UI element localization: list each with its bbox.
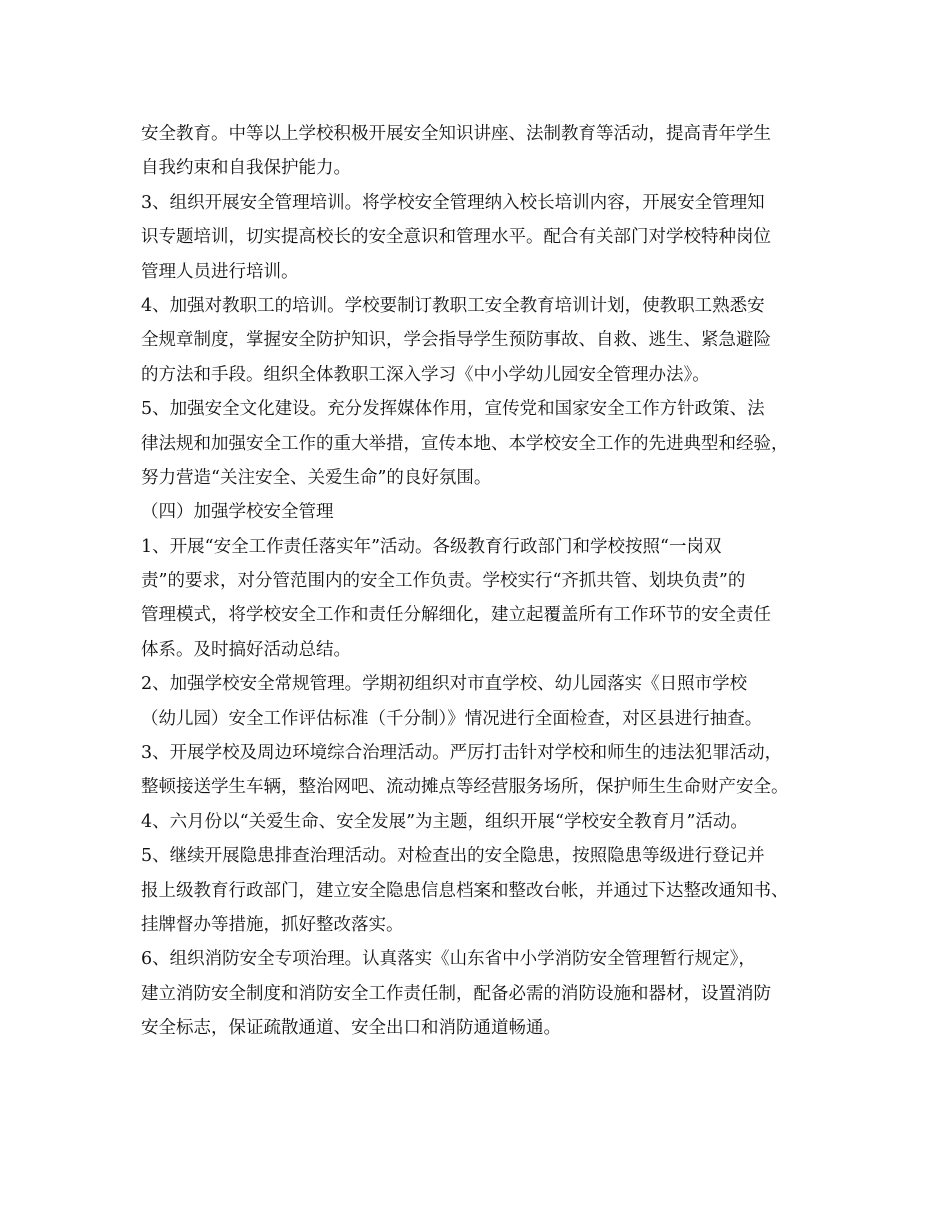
text-line: 1、开展“安全工作责任落实年”活动。各级教育行政部门和学校按照“一岗双 [141,536,722,557]
text-line: 挂牌督办等措施，抓好整改落实。 [141,914,404,935]
text-line: 5、继续开展隐患排查治理活动。对检查出的安全隐患，按照隐患等级进行登记并 [141,846,765,867]
section-heading: （四）加强学校安全管理 [141,502,334,523]
text-line: 5、加强安全文化建设。充分发挥媒体作用，宣传党和国家安全工作方针政策、法 [141,399,765,420]
text-line: 体系。及时搞好活动总结。 [141,639,351,660]
text-line: 4、六月份以“关爱生命、安全发展”为主题，组织开展“学校安全教育月”活动。 [141,811,748,832]
text-line: 6、组织消防安全专项治理。认真落实《山东省中小学消防安全管理暂行规定》， [141,949,756,970]
text-line: 责”的要求，对分管范围内的安全工作负责。学校实行“齐抓共管、划块负责”的 [141,571,746,592]
text-line: 管理模式，将学校安全工作和责任分解细化，建立起覆盖所有工作环节的安全责任 [141,605,771,626]
text-line: 律法规和加强安全工作的重大举措，宣传本地、本学校安全工作的先进典型和经验， [141,433,789,454]
text-line: 报上级教育行政部门，建立安全隐患信息档案和整改台帐，并通过下达整改通知书、 [141,880,789,901]
text-line: 安全标志，保证疏散通道、安全出口和消防通道畅通。 [141,1018,561,1039]
text-line: 2、加强学校安全常规管理。学期初组织对市直学校、幼儿园落实《日照市学校 [141,674,748,695]
text-line: 安全教育。中等以上学校积极开展安全知识讲座、法制教育等活动，提高青年学生 [141,124,771,144]
text-line: 3、组织开展安全管理培训。将学校安全管理纳入校长培训内容，开展安全管理知 [141,192,765,213]
text-line: （幼儿园）安全工作评估标准（千分制）》情况进行全面检查，对区县进行抽查。 [141,708,763,729]
text-line: 努力营造“关注安全、关爱生命”的良好氛围。 [141,467,492,488]
text-line: 全规章制度，掌握安全防护知识，学会指导学生预防事故、自救、逃生、紧急避险 [141,330,771,351]
text-line: 整顿接送学生车辆，整治网吧、流动摊点等经营服务场所，保护师生生命财产安全。 [141,777,789,798]
text-line: 3、开展学校及周边环境综合治理活动。严厉打击针对学校和师生的违法犯罪活动， [141,743,783,764]
text-line: 自我约束和自我保护能力。 [141,158,351,179]
text-line: 4、加强对教职工的培训。学校要制订教职工安全教育培训计划，使教职工熟悉安 [141,295,765,316]
text-line: 建立消防安全制度和消防安全工作责任制，配备必需的消防设施和器材，设置消防 [141,983,771,1004]
document-body [141,117,831,1046]
text-line: 管理人员进行培训。 [141,261,299,282]
text-line: 的方法和手段。组织全体教职工深入学习《中小学幼儿园安全管理办法》。 [141,364,710,385]
text-line: 识专题培训，切实提高校长的安全意识和管理水平。配合有关部门对学校特种岗位 [141,227,771,248]
